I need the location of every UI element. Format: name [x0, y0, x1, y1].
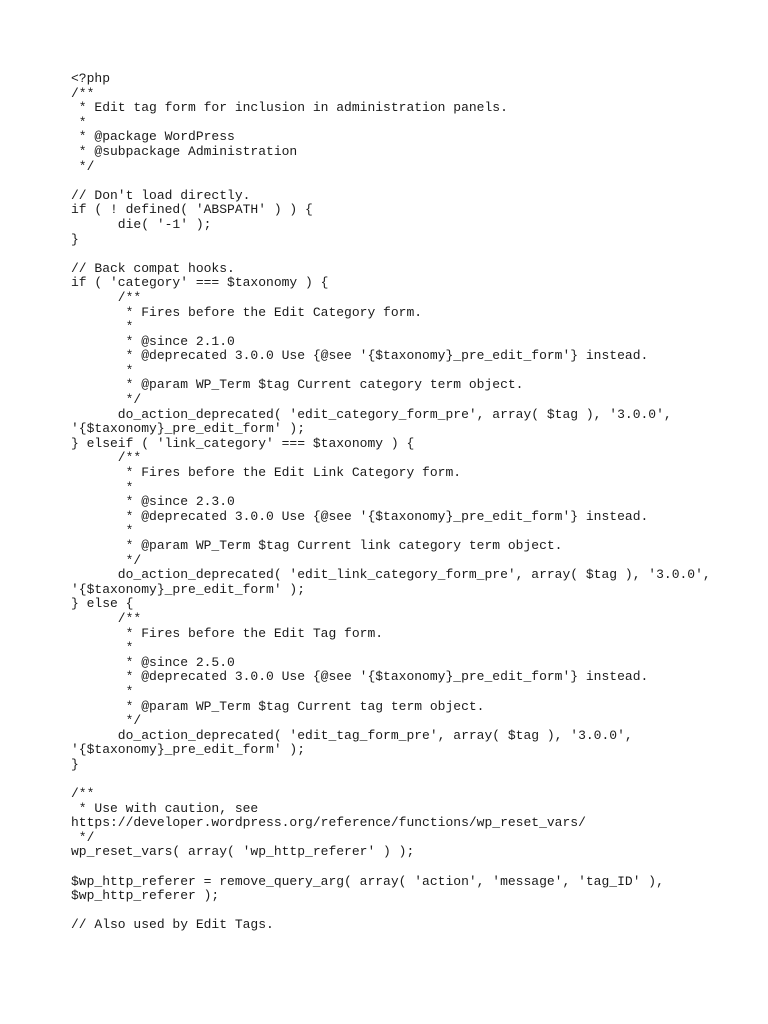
- code-line: * @param WP_Term $tag Current category term object.: [71, 377, 524, 393]
- code-line: '{$taxonomy}_pre_edit_form' );: [71, 421, 306, 437]
- code-line: * @deprecated 3.0.0 Use {@see '{$taxonomy}_pre_edit_form'} instead.: [71, 508, 649, 524]
- code-line: }: [71, 756, 79, 772]
- code-line: // Back compat hooks.: [71, 260, 235, 276]
- code-line: *: [71, 319, 134, 335]
- code-line: https://developer.wordpress.org/reference/functions/wp_reset_vars/: [71, 815, 586, 831]
- code-line: * Edit tag form for inclusion in administration panels.: [71, 100, 508, 116]
- code-line: */: [71, 713, 142, 729]
- code-line: * @param WP_Term $tag Current tag term object.: [71, 698, 485, 714]
- code-line: * @since 2.1.0: [71, 333, 235, 349]
- code-line: [71, 904, 751, 919]
- code-line: if ( ! defined( 'ABSPATH' ) ) {: [71, 202, 313, 218]
- code-line: * @param WP_Term $tag Current link category term object.: [71, 538, 563, 553]
- code-line: } elseif ( 'link_category' === $taxonomy ) {: [71, 435, 415, 451]
- code-line: * @subpackage Administration: [71, 143, 298, 159]
- code-line: do_action_deprecated( 'edit_link_category_form_pre', array( $tag ), '3.0.0',: [71, 567, 711, 583]
- code-line: * @package WordPress: [71, 129, 235, 145]
- code-line: * Fires before the Edit Link Category form.: [71, 465, 462, 481]
- code-line: wp_reset_vars( array( 'wp_http_referer' ) );: [71, 844, 415, 860]
- code-line: // Also used by Edit Tags.: [71, 917, 274, 933]
- code-line: /**: [71, 610, 142, 626]
- code-line: * Fires before the Edit Tag form.: [71, 625, 384, 641]
- code-line: */: [71, 392, 142, 408]
- code-line: * Use with caution, see: [71, 800, 259, 816]
- code-line: }: [71, 231, 79, 247]
- code-line: *: [71, 362, 134, 378]
- code-line: '{$taxonomy}_pre_edit_form' );: [71, 742, 306, 758]
- code-line: * @deprecated 3.0.0 Use {@see '{$taxonomy}_pre_edit_form'} instead.: [71, 348, 649, 364]
- code-line: * @since 2.5.0: [71, 654, 235, 670]
- code-line: [71, 773, 751, 788]
- code-line: do_action_deprecated( 'edit_category_form_pre', array( $tag ), '3.0.0',: [71, 406, 672, 422]
- code-line: */: [71, 829, 95, 845]
- code-line: */: [71, 158, 95, 174]
- code-line: $wp_http_referer = remove_query_arg( array( 'action', 'message', 'tag_ID' ),: [71, 873, 664, 889]
- code-line: [71, 174, 751, 189]
- code-line: *: [71, 523, 134, 539]
- code-line: die( '-1' );: [71, 216, 212, 232]
- code-line: /**: [71, 786, 95, 802]
- code-line: if ( 'category' === $taxonomy ) {: [71, 275, 329, 291]
- code-line: * @since 2.3.0: [71, 494, 235, 510]
- code-line: *: [71, 114, 87, 130]
- code-line: <?php: [71, 71, 111, 86]
- code-line: [71, 860, 751, 875]
- code-line: *: [71, 683, 134, 699]
- code-line: *: [71, 479, 134, 495]
- code-line: '{$taxonomy}_pre_edit_form' );: [71, 581, 306, 597]
- code-document: [71, 72, 751, 933]
- code-line: [71, 247, 751, 262]
- code-line: // Don't load directly.: [71, 187, 251, 203]
- code-line: * Fires before the Edit Category form.: [71, 304, 423, 320]
- code-line: $wp_http_referer );: [71, 888, 220, 904]
- code-line: */: [71, 552, 142, 568]
- code-line: } else {: [71, 596, 134, 612]
- code-line: *: [71, 640, 134, 656]
- code-line: /**: [71, 289, 142, 305]
- code-line: /**: [71, 450, 142, 466]
- code-line: do_action_deprecated( 'edit_tag_form_pre', array( $tag ), '3.0.0',: [71, 727, 633, 743]
- code-line: /**: [71, 85, 95, 101]
- code-line: * @deprecated 3.0.0 Use {@see '{$taxonomy}_pre_edit_form'} instead.: [71, 669, 649, 685]
